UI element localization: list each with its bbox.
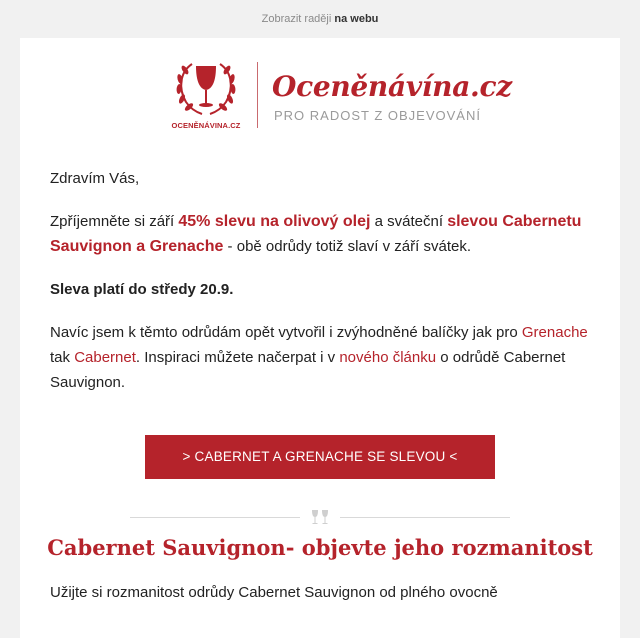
bundles-text-3: . Inspiraci můžete načerpat i v: [135, 349, 340, 366]
grenache-link[interactable]: Grenache: [521, 324, 588, 341]
bundles-text-1: Navíc jsem k těmto odrůdám opět vytvořil i zvýhodněné balíčky jak pro: [50, 324, 522, 341]
section-divider: [130, 508, 510, 528]
cabernet-grenache-offer: slevou Cabernetu Sauvignon a Grenache: [50, 213, 582, 255]
olive-oil-offer: 45% slevu na olivový olej: [178, 213, 371, 230]
view-in-browser-link[interactable]: na webu: [334, 13, 379, 25]
sale-deadline: Sleva platí do středy 20.9.: [50, 281, 234, 298]
view-in-browser-text: Zobrazit raději: [261, 13, 332, 25]
view-in-browser-bar: [0, 0, 640, 38]
cabernet-link[interactable]: Cabernet: [74, 349, 136, 366]
brand-tagline: PRO RADOST Z OBJEVOVÁNÍ: [274, 108, 481, 123]
greeting: Zdravím Vás,: [50, 170, 140, 187]
email-body: [50, 166, 590, 413]
emblem-caption: OCENĚNÁVINA.CZ: [171, 121, 241, 130]
section-title: Cabernet Sauvignon- objevte jeho rozmanitost: [47, 535, 593, 560]
article-link[interactable]: nového článku: [339, 349, 437, 366]
email-card: [20, 38, 620, 638]
brand-header: [170, 58, 512, 138]
promo-text-1: Zpříjemněte si září: [50, 213, 179, 230]
bundles-paragraph: [50, 320, 590, 395]
wine-glass-laurel-icon: [170, 58, 242, 134]
promo-text-2: a sváteční: [370, 213, 448, 230]
logo-divider: [257, 62, 258, 128]
promo-text-3: - obě odrůdy totiž slaví v září svátek.: [223, 238, 471, 255]
wine-glasses-icon: [310, 508, 330, 526]
brand-name[interactable]: Oceněnávína.cz: [272, 70, 512, 103]
cta-button[interactable]: > CABERNET A GRENACHE SE SLEVOU <: [145, 435, 495, 479]
bundles-text-4: o odrůdě Cabernet Sauvignon.: [50, 349, 566, 391]
section-intro: Užijte si rozmanitost odrůdy Cabernet Sauvignon od plného ovocně: [50, 584, 498, 601]
bundles-text-2: tak: [50, 349, 75, 366]
promo-paragraph: [50, 209, 590, 259]
